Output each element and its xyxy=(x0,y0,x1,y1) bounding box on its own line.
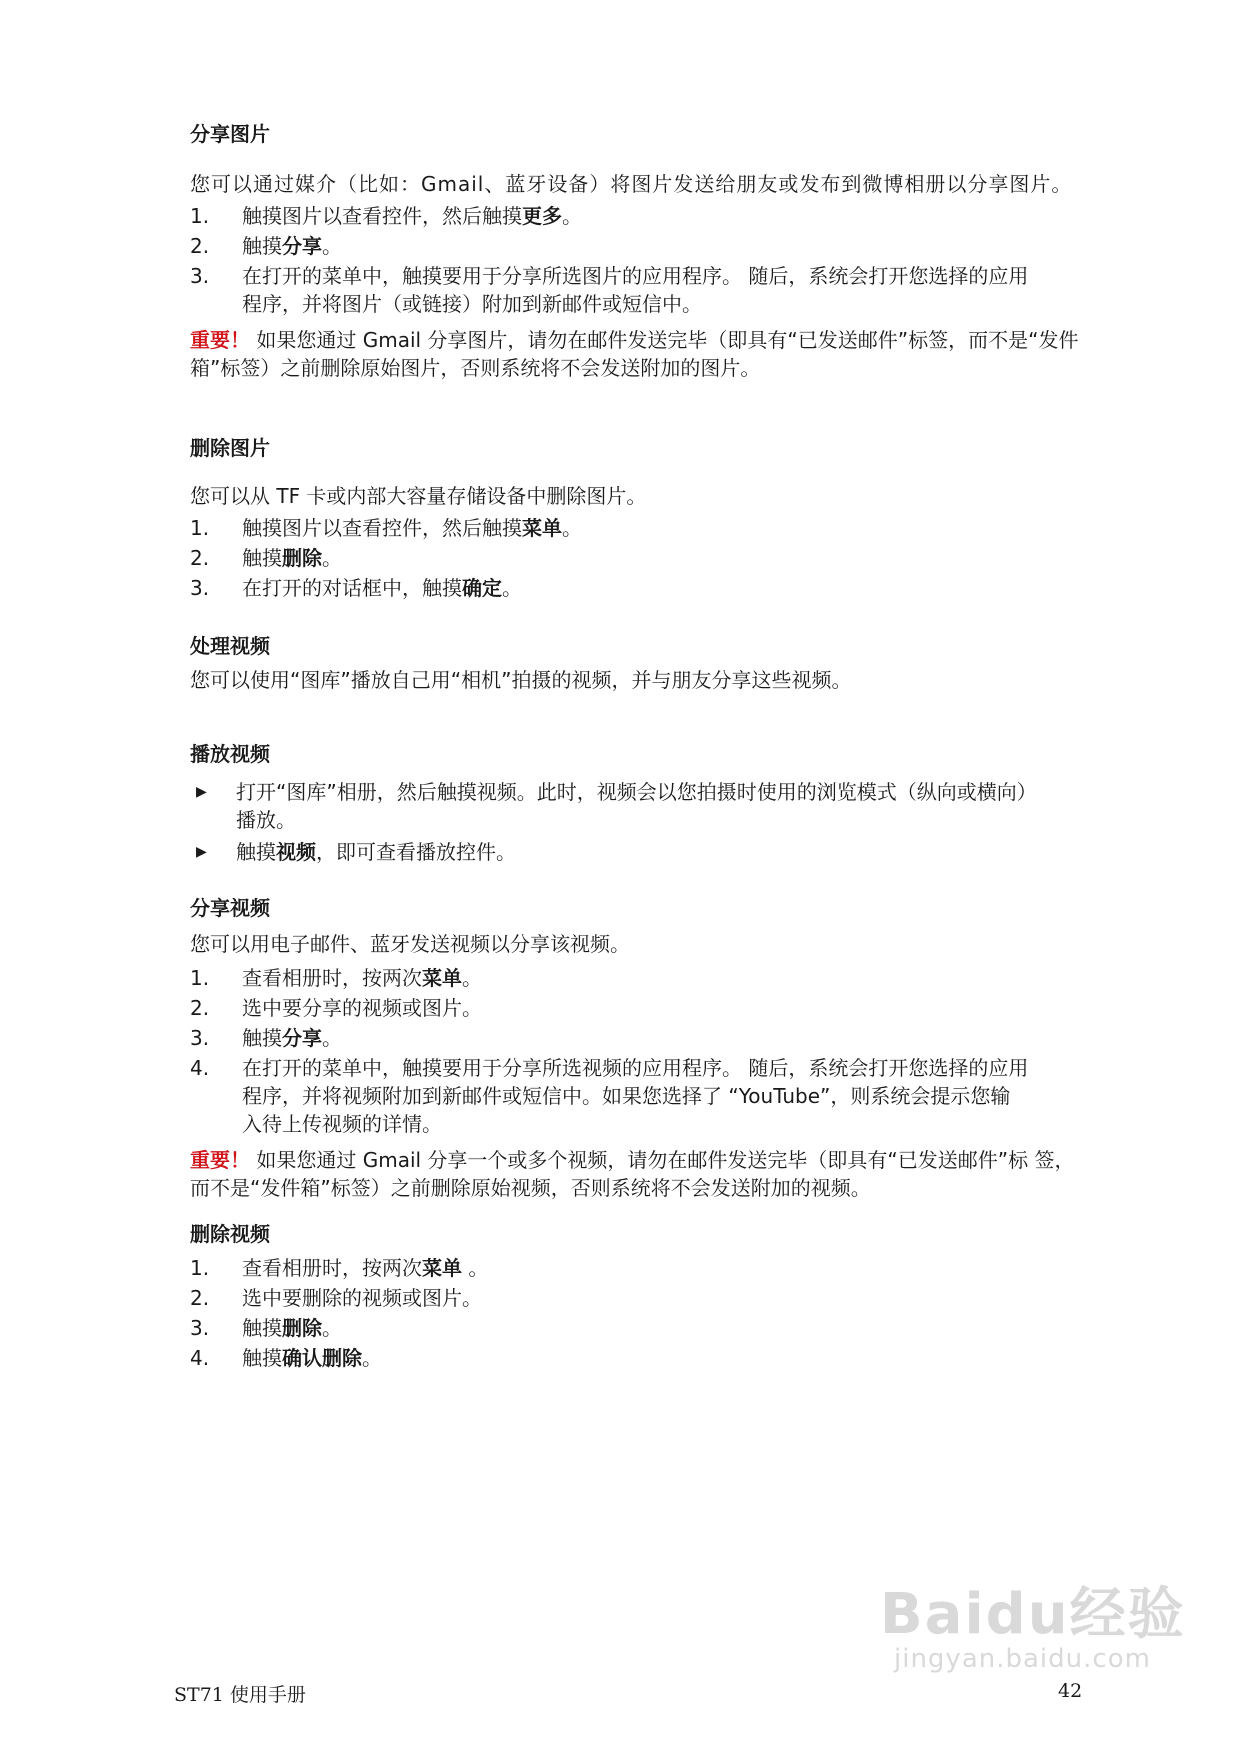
list-item xyxy=(190,202,1090,230)
steps-share-photos xyxy=(190,202,1090,318)
list-item xyxy=(190,1054,1090,1138)
footer-title: ST71 使用手册 xyxy=(174,1684,306,1706)
steps-share-videos xyxy=(190,964,1090,1138)
list-item xyxy=(190,1284,1090,1312)
heading-play-videos: 播放视频 xyxy=(190,742,270,766)
heading-share-videos: 分享视频 xyxy=(190,896,270,920)
step-text: 触摸 xyxy=(242,234,282,258)
list-item xyxy=(190,994,1090,1022)
step-bold: 确定 xyxy=(462,576,502,600)
bullet-triangle-icon: ▶ xyxy=(196,784,207,800)
heading-share-photos: 分享图片 xyxy=(190,122,270,146)
step-text: 查看相册时，按两次 xyxy=(242,966,422,990)
steps-delete-videos xyxy=(190,1254,1090,1372)
heading-handle-videos: 处理视频 xyxy=(190,634,270,658)
step-text: 在打开的菜单中，触摸要用于分享所选图片的应用程序。 随后，系统会打开您选择的应用程序，并将图片（或链接）附加到新邮件或短信中。 xyxy=(242,264,1029,316)
bullet-text: 打开“图库”相册，然后触摸视频。此时，视频会以您拍摄时使用的浏览模式（纵向或横向）播放。 xyxy=(236,780,1027,832)
note-share-videos xyxy=(190,1146,1090,1202)
intro-share-videos: 您可以用电子邮件、蓝牙发送视频以分享该视频。 xyxy=(190,932,630,956)
important-text: 如果您通过 Gmail 分享一个或多个视频，请勿在邮件发送完毕（即具有“已发送邮件”标 签，而不是“发件箱”标签）之前删除原始视频，否则系统将不会发送附加的视频。 xyxy=(190,1148,1075,1200)
step-text: 在打开的菜单中，触摸要用于分享所选视频的应用程序。 随后，系统会打开您选择的应用程序，并将视频附加到新邮件或短信中。如果您选择了 “YouTube”，则系统会提示您输入待上传视频的详情。 xyxy=(242,1056,1029,1136)
list-item xyxy=(190,1024,1090,1052)
step-number: 2. xyxy=(190,546,210,570)
step-number: 1. xyxy=(190,1256,210,1280)
intro-handle-videos: 您可以使用“图库”播放自己用“相机”拍摄的视频，并与朋友分享这些视频。 xyxy=(190,668,852,692)
step-text: 查看相册时，按两次 xyxy=(242,1256,422,1280)
list-item xyxy=(190,514,1090,542)
step-tail: 。 xyxy=(322,1316,342,1340)
step-tail: 。 xyxy=(322,234,342,258)
list-item xyxy=(190,838,1090,866)
important-label: 重要！ xyxy=(190,1148,250,1172)
step-number: 2. xyxy=(190,996,210,1020)
step-tail: 。 xyxy=(562,516,582,540)
list-item xyxy=(190,574,1090,602)
bullets-play-videos xyxy=(190,778,1090,866)
step-text: 在打开的对话框中，触摸 xyxy=(242,576,462,600)
list-item xyxy=(190,232,1090,260)
step-text: 触摸 xyxy=(242,1026,282,1050)
step-bold: 菜单 xyxy=(422,1256,462,1280)
list-item xyxy=(190,778,1090,834)
step-number: 3. xyxy=(190,1316,210,1340)
bullet-triangle-icon: ▶ xyxy=(196,844,207,860)
bullet-text: 触摸 xyxy=(236,840,276,864)
step-number: 2. xyxy=(190,1286,210,1310)
step-tail: 。 xyxy=(322,1026,342,1050)
important-label: 重要！ xyxy=(190,328,250,352)
step-bold: 更多 xyxy=(522,204,562,228)
list-item xyxy=(190,1344,1090,1372)
step-tail: 。 xyxy=(462,966,482,990)
intro-share-photos: 您可以通过媒介（比如：Gmail、蓝牙设备）将图片发送给朋友或发布到微博相册以分享图片。 xyxy=(190,172,1073,196)
step-tail: 。 xyxy=(322,546,342,570)
step-tail: 。 xyxy=(362,1346,382,1370)
list-item xyxy=(190,262,1090,318)
step-number: 2. xyxy=(190,234,210,258)
step-bold: 删除 xyxy=(282,546,322,570)
watermark-logo: Baidu经验 xyxy=(880,1582,1186,1647)
step-text: 触摸 xyxy=(242,1316,282,1340)
step-bold: 删除 xyxy=(282,1316,322,1340)
step-tail: 。 xyxy=(562,204,582,228)
step-number: 3. xyxy=(190,264,210,288)
step-text: 触摸 xyxy=(242,546,282,570)
heading-delete-videos: 删除视频 xyxy=(190,1222,270,1246)
step-bold: 菜单 xyxy=(522,516,562,540)
step-bold: 分享 xyxy=(282,1026,322,1050)
step-bold: 分享 xyxy=(282,234,322,258)
step-number: 1. xyxy=(190,966,210,990)
heading-delete-photos: 删除图片 xyxy=(190,436,270,460)
step-number: 4. xyxy=(190,1056,210,1080)
step-text: 触摸 xyxy=(242,1346,282,1370)
step-text: 触摸图片以查看控件，然后触摸 xyxy=(242,516,522,540)
intro-delete-photos: 您可以从 TF 卡或内部大容量存储设备中删除图片。 xyxy=(190,484,647,508)
step-bold: 菜单 xyxy=(422,966,462,990)
bullet-bold: 视频 xyxy=(276,840,316,864)
steps-delete-photos xyxy=(190,514,1090,602)
step-number: 4. xyxy=(190,1346,210,1370)
list-item xyxy=(190,1254,1090,1282)
document-body xyxy=(190,120,1090,1372)
note-share-photos xyxy=(190,326,1090,382)
list-item xyxy=(190,1314,1090,1342)
step-text: 触摸图片以查看控件，然后触摸 xyxy=(242,204,522,228)
step-tail: 。 xyxy=(462,1256,489,1280)
list-item xyxy=(190,544,1090,572)
step-text: 选中要分享的视频或图片。 xyxy=(242,996,482,1020)
page-number: 42 xyxy=(1058,1680,1083,1702)
baidu-watermark xyxy=(880,1570,1186,1674)
bullet-tail: ，即可查看播放控件。 xyxy=(316,840,516,864)
step-number: 1. xyxy=(190,516,210,540)
step-number: 1. xyxy=(190,204,210,228)
watermark-url: jingyan.baidu.com xyxy=(894,1644,1151,1674)
step-text: 选中要删除的视频或图片。 xyxy=(242,1286,482,1310)
step-bold: 确认删除 xyxy=(282,1346,362,1370)
important-text: 如果您通过 Gmail 分享图片，请勿在邮件发送完毕（即具有“已发送邮件”标签，而不是“发件箱”标签）之前删除原始图片，否则系统将不会发送附加的图片。 xyxy=(190,328,1079,380)
step-number: 3. xyxy=(190,1026,210,1050)
list-item xyxy=(190,964,1090,992)
step-number: 3. xyxy=(190,576,210,600)
step-tail: 。 xyxy=(502,576,522,600)
